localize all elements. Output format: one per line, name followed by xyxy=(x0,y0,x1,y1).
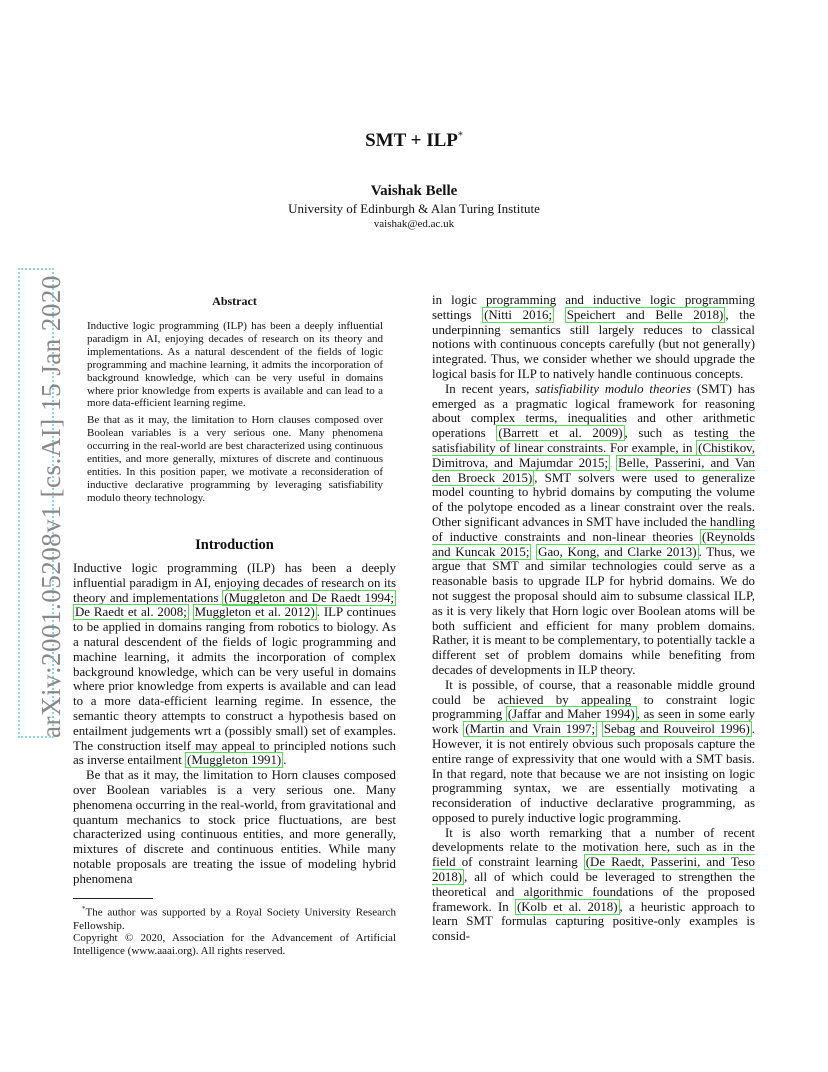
intro-paragraph-2: Be that as it may, the limitation to Horn clauses composed over Boolean variables is a very serious one. Many phenomena occurring in the real-world, from gravitational and quantum mechanics to stock price fluctuations, are best characterized using continuous entities, and more generally, mixtures of discrete and continuous entities. While many notable proposals are treating the issue of modeling hybrid phenomena xyxy=(73,768,396,886)
citation-link[interactable]: (Chistikov, Dimitrova, and Majumdar 2015; xyxy=(432,440,755,470)
citation-link[interactable]: (Kolb et al. 2018) xyxy=(516,899,618,914)
right-paragraph-2 xyxy=(432,382,755,678)
text-run: , as seen in some early work xyxy=(432,707,755,737)
text-run: It is also worth remarking that a number of recent developments relate to the motivation here, such as in the field of constraint learning xyxy=(432,825,755,870)
abstract-body xyxy=(87,320,383,509)
text-run: , a heuristic approach to learn SMT formulas capturing positive-only examples is consid- xyxy=(432,899,755,944)
footnote-divider xyxy=(73,898,153,899)
author-name: Vaishak Belle xyxy=(370,183,458,199)
citation-link[interactable]: (Muggleton and De Raedt 1994; xyxy=(224,590,394,605)
citation-link[interactable]: (De Raedt, Passerini, and Teso 2018) xyxy=(432,855,755,885)
footnote-text: The author was supported by a Royal Society University Research Fellowship. xyxy=(73,906,396,932)
right-column-body xyxy=(432,293,755,944)
text-run: Inductive logic programming (ILP) has been a deeply influential paradigm in AI, enjoying decades of research on its theory and implementations xyxy=(73,561,396,605)
citation-link[interactable]: Speichert and Belle 2018) xyxy=(566,307,724,322)
text-run: In recent years, xyxy=(445,381,536,396)
citation-link[interactable]: Belle, Passerini, and Van den Broeck 2015) xyxy=(432,455,755,485)
paper-title xyxy=(0,130,828,152)
arxiv-identifier: arXiv:2001.05208v1 [cs.AI] 15 Jan 2020 xyxy=(36,275,66,738)
title-footnote-mark: * xyxy=(457,130,463,142)
intro-paragraph-1 xyxy=(73,561,396,768)
citation-link[interactable]: Sebag and Rouveirol 1996) xyxy=(603,722,750,737)
abstract-paragraph-2: Be that as it may, the limitation to Horn clauses composed over Boolean variables is a very serious one. Many phenomena occurring in the real-world are best characterized using continuous entities, and more generally, mixtures of discrete and continuous entities. In this position paper, we motivate a reconsideration of inductive declarative programming by leveraging satisfiability modulo theory technology. xyxy=(87,414,383,504)
left-column-body xyxy=(73,561,396,887)
abstract-heading: Abstract xyxy=(212,294,257,308)
footnotes xyxy=(73,903,396,958)
citation-link[interactable]: (Reynolds and Kuncak 2015; xyxy=(432,529,755,559)
text-run: . ILP continues to be applied in domains ranging from robotics to biology. As a natural descendent of the fields of logic programming and machine learning, it admits the incorporation of complex background knowledge, which can be very useful in domains where prior knowledge from experts is available and can lead to a more data-efficient learning regime. In essence, the semantic theory attempts to construct a hypothesis based on entailment judgements wrt a (possibly small) set of examples. The construction itself may appeal to principled notions such as inverse entailment xyxy=(73,605,396,768)
emphasis-term: satisfiability modulo theories xyxy=(535,381,691,396)
text-run: , SMT solvers were used to generalize model counting to hybrid domains by computing the volume of the polytope encoded as a linear constraint over the reals. Other significant advances in SMT have included the handling of inductive constraints and non-linear theories xyxy=(432,470,755,544)
copyright-notice: Copyright © 2020, Association for the Advancement of Artificial Intelligence (www.aaai.org). All rights reserved. xyxy=(73,932,396,958)
introduction-heading: Introduction xyxy=(195,537,274,553)
citation-link[interactable]: (Martin and Vrain 1997; xyxy=(465,722,596,737)
citation-link[interactable]: Muggleton et al. 2012) xyxy=(194,605,315,620)
citation-link[interactable]: (Muggleton 1991) xyxy=(187,753,282,768)
right-paragraph-3 xyxy=(432,678,755,826)
author-affiliation: University of Edinburgh & Alan Turing Institute xyxy=(288,201,540,216)
text-run: , all of which could be leveraged to strengthen the theoretical and algorithmic foundations of the proposed framework. In xyxy=(432,870,755,914)
text-run: . xyxy=(283,753,287,768)
citation-link[interactable]: Gao, Kong, and Clarke 2013) xyxy=(538,544,697,559)
text-run: , such as testing the satisfiability of linear constraints. For example, in xyxy=(432,426,756,455)
citation-link[interactable]: (Barrett et al. 2009) xyxy=(498,426,623,441)
text-run: , the underpinning semantics still largely reduces to classical notions with continuous concepts carefully (but not generally) integrated. Thus, we consider whether we should upgrade the logical basis for ILP to natively handle continuous concepts. xyxy=(432,307,755,381)
footnote-mark: * xyxy=(82,905,86,913)
citation-link[interactable]: (Jaffar and Maher 1994) xyxy=(507,707,635,722)
text-run: . Thus, we argue that SMT and similar technologies could serve as a reasonable basis to upgrade ILP for hybrid domains. We do not suggest the proposal should aim to subsume classical ILP, as it is very likely that Horn logic over Boolean atoms will be both sufficient and efficient for many problem domains. Rather, it is meant to be complementary, to potentially tackle a different set of problem domains while benefiting from decades of developments in ILP theory. xyxy=(432,544,755,677)
text-run: (SMT) has emerged as a pragmatic logical framework for reasoning about complex terms, inequalities and other arithmetic operations xyxy=(432,381,755,441)
right-paragraph-1 xyxy=(432,293,755,382)
author-email: vaishak@ed.ac.uk xyxy=(373,218,455,230)
funding-footnote xyxy=(73,903,396,932)
citation-link[interactable]: De Raedt et al. 2008; xyxy=(75,605,187,620)
text-run: in logic programming and inductive logic programming settings xyxy=(432,293,755,322)
text-run: It is possible, of course, that a reasonable middle ground could be achieved by appealing to constraint logic programming xyxy=(432,677,755,722)
text-run: . However, it is not entirely obvious such proposals capture the entire range of expressivity that one would with a SMT basis. In that regard, note that because we are not insisting on logic programming syntax, we are essentially motivating a reconsideration of inductive declarative programming, as opposed to purely inductive logic programming. xyxy=(432,722,755,825)
title-text: SMT + ILP xyxy=(365,130,458,151)
right-paragraph-4 xyxy=(432,826,755,944)
abstract-paragraph-1: Inductive logic programming (ILP) has been a deeply influential paradigm in AI, enjoying decades of research on its theory and implementations. As a natural descendent of the fields of logic programming and machine learning, it admits the incorporation of background knowledge, which can be very useful in domains where prior knowledge from experts is available and can lead to a more data-efficient learning regime. xyxy=(87,320,383,410)
citation-link[interactable]: (Nitti 2016; xyxy=(484,307,553,322)
